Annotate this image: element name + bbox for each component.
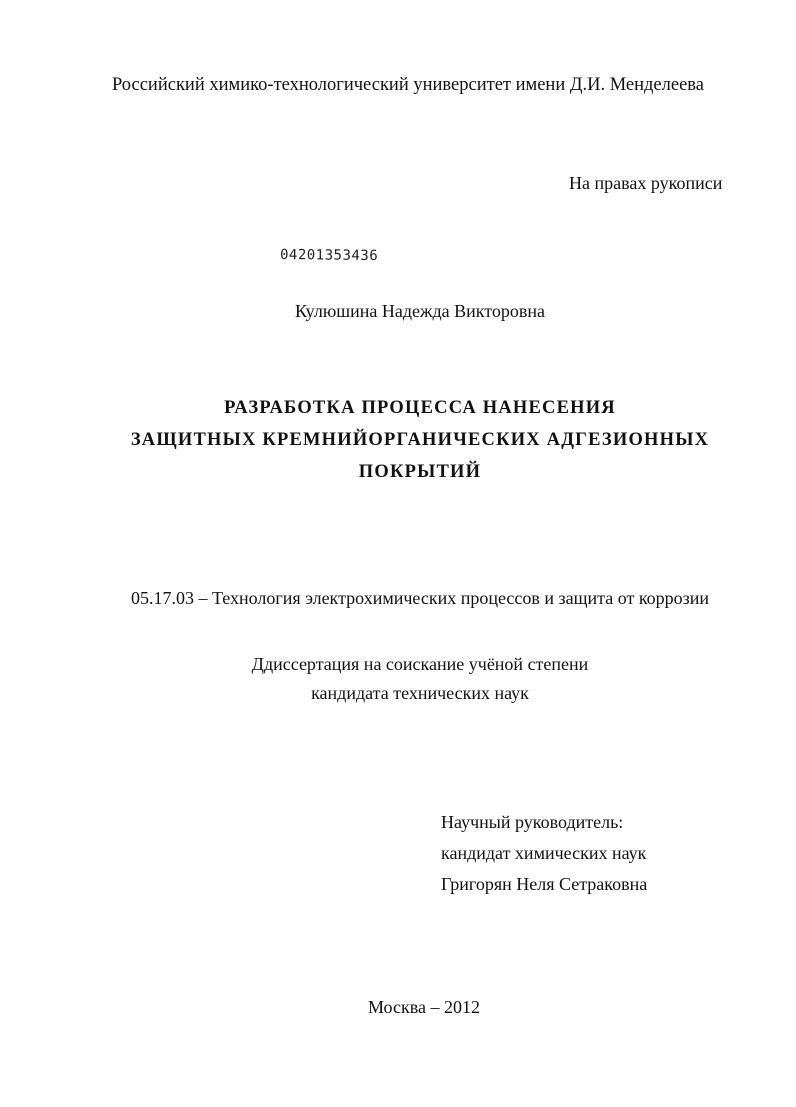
university-name: Российский химико-технологический университет имени Д.И. Менделеева (111, 75, 705, 95)
dissertation-title (0, 392, 796, 488)
library-serial-number: 04201353436 (279, 247, 379, 265)
author-name: Кулюшина Надежда Викторовна (294, 301, 546, 321)
degree-statement (0, 650, 796, 708)
title-line-2: ЗАЩИТНЫХ КРЕМНИЙОРГАНИЧЕСКИХ АДГЕЗИОННЫХ (130, 430, 710, 450)
city-year: Москва – 2012 (368, 997, 480, 1017)
degree-line-1: Ддиссертация на соискание учёной степени (251, 654, 589, 674)
degree-line-2: кандидата технических наук (311, 683, 529, 703)
title-line-1: РАЗРАБОТКА ПРОЦЕССА НАНЕСЕНИЯ (224, 398, 616, 418)
specialty-code: 05.17.03 – Технология электрохимических процессов и защита от коррозии (130, 588, 710, 608)
title-line-3: ПОКРЫТИЙ (358, 462, 482, 482)
scientific-advisor (441, 807, 647, 900)
advisor-name: Григорян Неля Сетраковна (441, 874, 648, 894)
advisor-degree: кандидат химических наук (441, 843, 647, 863)
advisor-label: Научный руководитель: (441, 812, 624, 832)
manuscript-rights-note: На правах рукописи (569, 173, 723, 193)
